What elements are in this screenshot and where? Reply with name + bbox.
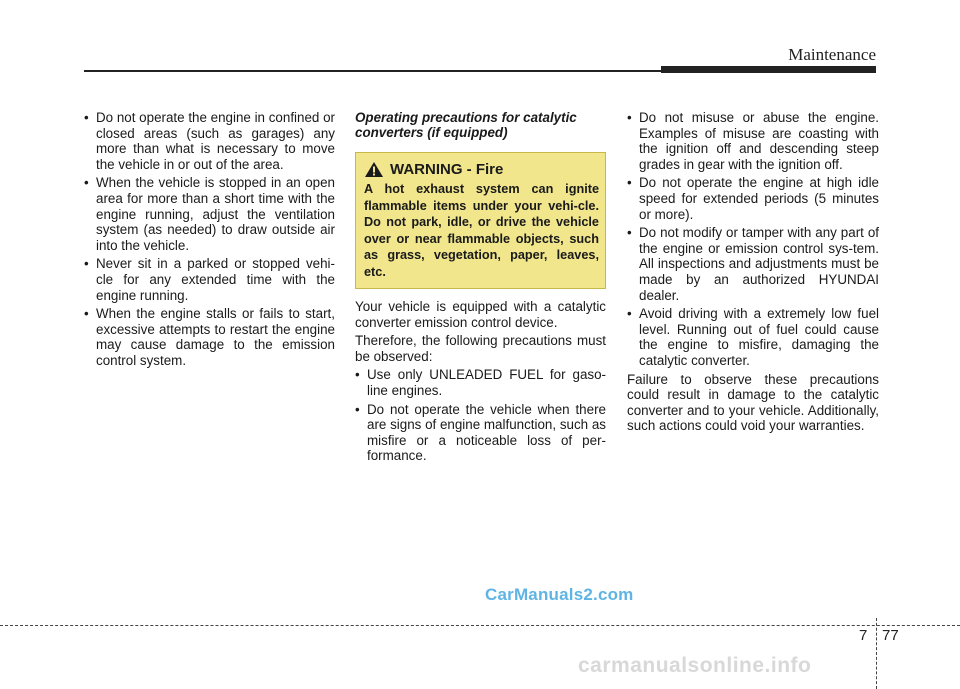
bullet-dot: •: [84, 175, 89, 191]
bullet-dot: •: [355, 367, 360, 383]
bullet-dot: •: [627, 225, 632, 241]
warning-text: A hot exhaust system can ignite flammable items under your vehi-cle. Do not park, idle, or drive the vehicle over or near flammable objects, such as grass, vegetation, paper, leaves, etc.: [364, 182, 599, 279]
page-number: 77: [882, 627, 899, 644]
list-item: [355, 402, 606, 464]
bullet-dot: •: [84, 110, 89, 125]
bullet-list: [84, 110, 335, 369]
list-item-text: Never sit in a parked or stopped vehi-cle for any extended time with the engine running.: [96, 256, 335, 303]
list-item-text: Avoid driving with a extremely low fuel level. Running out of fuel could cause the engine to misfire, damaging the catalytic converter.: [639, 306, 879, 368]
subheading: Operating precautions for catalytic converters (if equipped): [355, 110, 577, 140]
list-item-text: When the engine stalls or fails to start, excessive attempts to restart the engine may cause damage to the emission control system.: [96, 306, 335, 368]
list-item: [627, 175, 879, 222]
header-tab: [661, 66, 876, 73]
warning-title: WARNING - Fire: [390, 160, 504, 178]
paragraph: Therefore, the following precautions must be observed:: [355, 333, 606, 364]
bullet-dot: •: [355, 401, 360, 417]
closing-paragraph: Failure to observe these precautions could result in damage to the catalytic converter and to your vehicle. Additionally, such actions could void your warranties.: [627, 371, 879, 434]
bullet-list: [355, 367, 606, 464]
list-item: [627, 110, 879, 172]
column-1: [84, 110, 335, 372]
bullet-dot: •: [627, 110, 632, 125]
list-item-text: When the vehicle is stopped in an open area for more than a short time with the engine running, adjust the ventilation system (as needed) to draw outside air into the vehicle.: [96, 175, 335, 253]
column-2: [355, 110, 606, 467]
bullet-dot: •: [627, 306, 632, 322]
bullet-dot: •: [84, 256, 89, 272]
section-title: Maintenance: [788, 45, 876, 64]
list-item-text: Use only UNLEADED FUEL for gaso-line engines.: [367, 367, 606, 398]
list-item: [627, 225, 879, 303]
paragraph: Your vehicle is equipped with a catalytic converter emission control device.: [355, 299, 606, 330]
list-item-text: Do not misuse or abuse the engine. Examples of misuse are coasting with the ignition off and descending steep grades in gear with the ignition off.: [639, 110, 879, 172]
list-item: [84, 175, 335, 253]
list-item: [84, 256, 335, 303]
list-item: [84, 306, 335, 368]
bullet-list: [627, 110, 879, 369]
footer-rule: [0, 625, 960, 626]
header-rule: [84, 70, 661, 72]
list-item-text: Do not operate the engine in confined or closed areas (such as garages) any more than what is necessary to move the vehicle in or out of the area.: [96, 110, 335, 172]
list-item: [355, 367, 606, 398]
bullet-dot: •: [627, 175, 632, 191]
warning-header: [364, 161, 599, 178]
list-item: [627, 306, 879, 368]
list-item-text: Do not modify or tamper with any part of the engine or emission control sys-tem. All inspections and adjustments must be made by an authorized HYUNDAI dealer.: [639, 225, 879, 303]
page-divider: [876, 618, 877, 689]
warning-box: [355, 152, 606, 289]
list-item-text: Do not operate the engine at high idle speed for extended periods (5 minutes or more).: [639, 175, 879, 222]
list-item: [84, 110, 335, 172]
watermark-top[interactable]: CarManuals2.com: [485, 585, 634, 604]
list-item-text: Do not operate the vehicle when there are signs of engine malfunction, such as misfire or a noticeable loss of per-formance.: [367, 401, 606, 464]
chapter-number: 7: [859, 627, 868, 644]
warning-triangle-icon: [364, 161, 384, 178]
watermark-bottom[interactable]: carmanualsonline.info: [578, 654, 812, 677]
column-3: [627, 110, 879, 437]
bullet-dot: •: [84, 306, 89, 322]
